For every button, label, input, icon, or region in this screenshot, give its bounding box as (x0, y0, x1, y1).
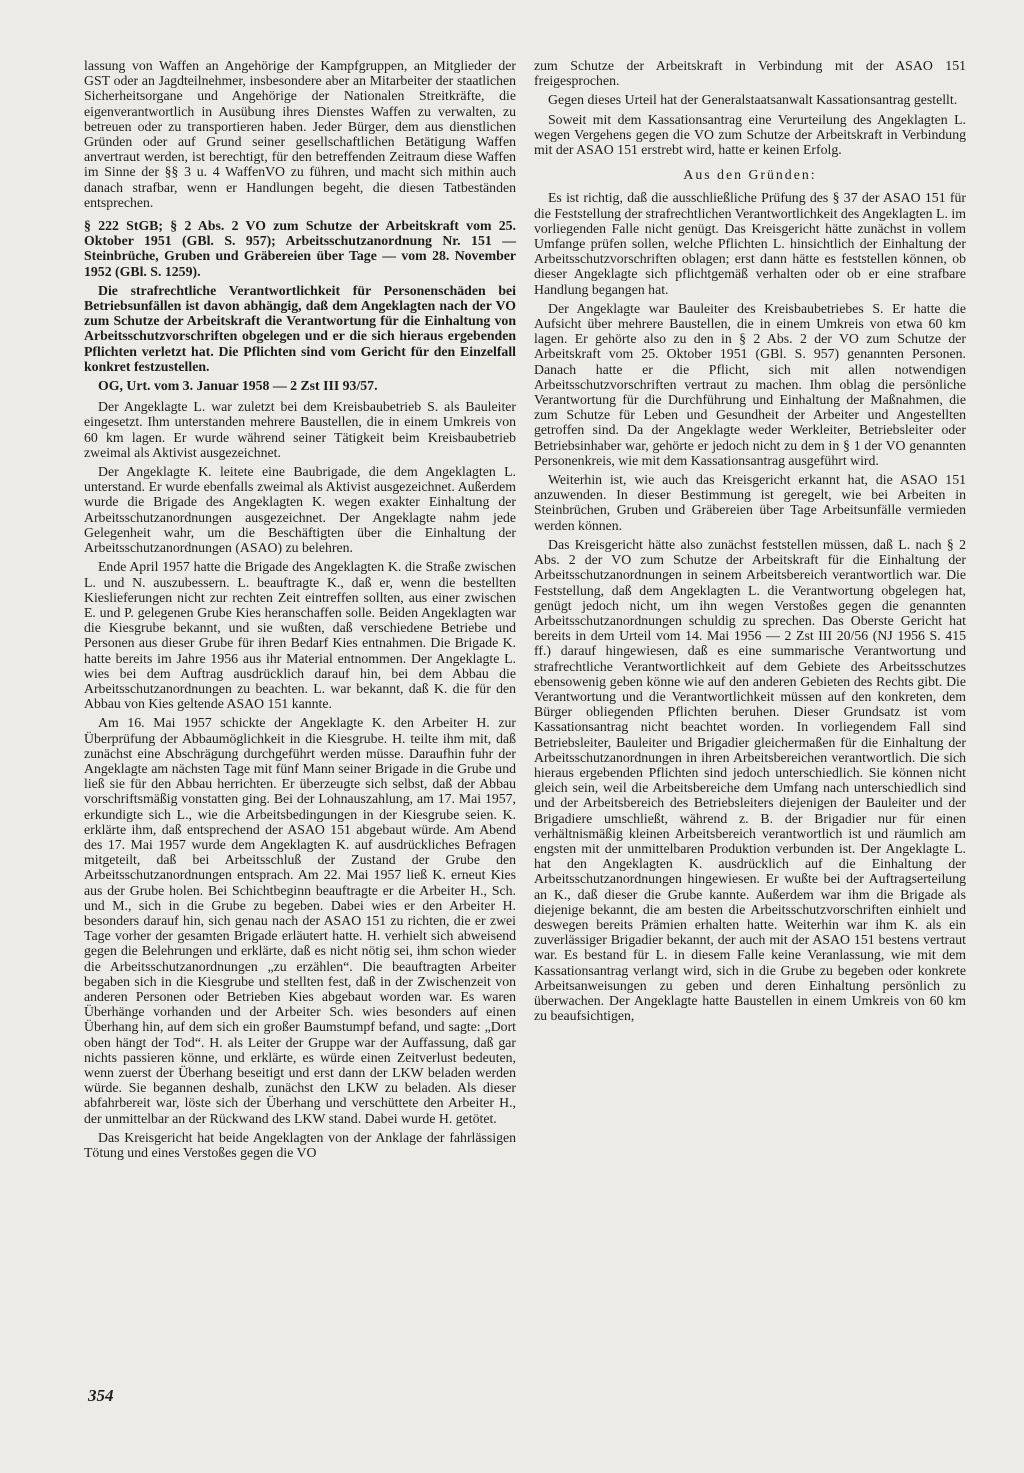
paragraph: Ende April 1957 hatte die Brigade des Angeklagten K. die Straße zwischen L. und N. auszubessern. L. beauftragte K., daß er, wenn die bestellten Kieslieferungen nicht zur rechten Zeit eintreffen sollten, aus einer zwischen E. und P. gelegenen Grube Kies heranschaffen solle. Beiden Angeklagten war die Kiesgrube bekannt, und sie wußten, daß verschiedene Betriebe und Personen aus dieser Grube für ihren Bedarf Kies entnahmen. Die Brigade K. hatte bereits im Jahre 1956 aus ihr Material entnommen. Der Angeklagte L. wies bei dem Auftrag ausdrücklich darauf hin, bei dem Abbau die Arbeitsschutzanordnungen zu beachten. L. war bekannt, daß K. die für den Abbau von Kies geltende ASAO 151 kannte. (84, 559, 516, 712)
left-column (84, 58, 516, 1164)
paragraph: Am 16. Mai 1957 schickte der Angeklagte K. den Arbeiter H. zur Überprüfung der Abbaumöglichkeit in die Kiesgrube. H. teilte ihm mit, daß zunächst eine Abschrägung durchgeführt werden müsse. Daraufhin fuhr der Angeklagte am nächsten Tage mit fünf Mann seiner Brigade in die Grube und ließ sie für den Abbau herrichten. Er überzeugte sich selbst, daß der Abbau vorschriftsmäßig vonstatten ging. Bei der Lohnauszahlung, am 17. Mai 1957, erkundigte sich L., wie die Arbeitsbedingungen in der Kiesgrube seien. K. erklärte ihm, daß entsprechend der ASAO 151 abgebaut würde. Am Abend des 17. Mai 1957 wurde dem Angeklagten K. auf ausdrückliches Befragen mitgeteilt, daß bei Arbeitsschluß der Zustand der Grube den Arbeitsschutzanordnungen entsprach. Am 22. Mai 1957 ließ K. erneut Kies aus der Grube holen. Bei Schichtbeginn beauftragte er die Arbeiter H., Sch. und M., sich in die Grube zu begeben. Dabei wies er den Arbeiter H. besonders darauf hin, sich genau nach der ASAO 151 zu richten, die er zwei Tage vorher der gesamten Brigade erläutert hatte. H. verhielt sich abweisend gegen die Belehrungen und erklärte, daß es nicht nötig sei, ihm schon wieder die Arbeitsschutzanordnungen „zu erzählen“. Die beauftragten Arbeiter begaben sich in die Kiesgrube und stellten fest, daß in der Zwischenzeit von anderen Personen oder Betrieben Kies abgebaut worden war. Es waren Überhänge vorhanden und der Arbeiter Sch. wies besonders auf einen Überhang hin, auf dem sich ein großer Baumstumpf befand, und sagte: „Dort oben hängt der Tod“. H. als Leiter der Gruppe war der Auffassung, daß gar nichts passieren könne, und erklärte, es würde einen Zeitverlust bedeuten, wenn zuerst der Überhang beseitigt und erst dann der LKW beladen werden würde. Sie begannen deshalb, zunächst den LKW zu beladen. Als dieser abfahrbereit war, löste sich der Überhang und verschüttete den Arbeiter H., der unmittelbar an der Rückwand des LKW stand. Dabei wurde H. getötet. (84, 715, 516, 1126)
paragraph: lassung von Waffen an Angehörige der Kampfgruppen, an Mitglieder der GST oder an Jagdteilnehmer, insbesondere aber an Mitarbeiter der staatlichen Sicherheitsorgane und Angehörige der Nationalen Streitkräfte, die eigenverantwortlich in Ausübung ihres Dienstes Waffen zu verwalten, zu betreuen oder zu transportieren haben. Jeder Bürger, dem aus dienstlichen Gründen oder auf Grund seiner gesellschaftlichen Betätigung Waffen anvertraut werden, ist berechtigt, für den betreffenden Zeitraum diese Waffen im Sinne der §§ 3 u. 4 WaffenVO zu führen, und macht sich mithin auch danach strafbar, wenn er Handlungen begeht, die diesen Tatbeständen entsprechen. (84, 58, 516, 210)
paragraph: Der Angeklagte L. war zuletzt bei dem Kreisbaubetrieb S. als Bauleiter eingesetzt. Ihm unterstanden mehrere Baustellen, die in einem Umkreis von 60 km lagen. Er wurde während seiner Tätigkeit beim Kreisbaubetrieb zweimal als Aktivist ausgezeichnet. (84, 399, 516, 460)
paragraph: Gegen dieses Urteil hat der Generalstaatsanwalt Kassationsantrag gestellt. (548, 92, 958, 108)
paragraph: Der Angeklagte war Bauleiter des Kreisbaubetriebes S. Er hatte die Aufsicht über mehrere Baustellen, die in einem Umkreis von etwa 60 km lagen. Er gehörte also zu den in § 2 Abs. 2 der VO zum Schutze der Arbeitskraft vom 25. Oktober 1951 (GBl. S. 957) genannten Personen. Danach hatte er die Pflicht, sich mit allen notwendigen Arbeitsschutzvorschriften vertraut zu machen. Ihm oblag die persönliche Verantwortung für die Durchführung und Einhaltung der Maßnahmen, die zum Schutze für Leben und Gesundheit der Arbeiter und Angestellten getroffen sind. Da der Angeklagte weder Werkleiter, Betriebsleiter oder Betriebsinhaber war, gehörte er jedoch nicht zu dem in § 1 der VO genannten Personenkreis, wie mit dem Kassationsantrag ausgeführt wird. (534, 300, 966, 468)
statute-heading: § 222 StGB; § 2 Abs. 2 VO zum Schutze der Arbeitskraft vom 25. Oktober 1951 (GBl. S. 957); Arbeitsschutzanordnung Nr. 151 — Steinbrüche, Gruben und Gräbereien über Tage — vom 28. November 1952 (GBl. S. 1259). (84, 218, 516, 279)
paragraph: Der Angeklagte K. leitete eine Baubrigade, die dem Angeklagten L. unterstand. Er wurde ebenfalls zweimal als Aktivist ausgezeichnet. Außerdem wurde die Brigade des Angeklagten K. wegen exakter Einhaltung der Arbeitsschutzanordnungen ausgezeichnet. Der Angeklagte nahm jede Gelegenheit wahr, um die Beschäftigten über die Einhaltung der Arbeitsschutzanordnungen (ASAO) zu belehren. (84, 464, 516, 556)
paragraph: zum Schutze der Arbeitskraft in Verbindung mit der ASAO 151 freigesprochen. (534, 58, 966, 89)
section-heading: Aus den Gründen: (683, 167, 817, 183)
right-column (534, 58, 966, 1027)
paragraph: Soweit mit dem Kassationsantrag eine Verurteilung des Angeklagten L. wegen Vergehens gegen die VO zum Schutze der Arbeitskraft in Verbindung mit der ASAO 151 erstrebt wird, hatte er keinen Erfolg. (534, 111, 966, 158)
court-citation: OG, Urt. vom 3. Januar 1958 — 2 Zst III 93/57. (98, 378, 378, 394)
headnote: Die strafrechtliche Verantwortlichkeit für Personenschäden bei Betriebsunfällen ist davon abhängig, daß dem Angeklagten nach der VO zum Schutze der Arbeitskraft die Verantwortung für die Einhaltung von Arbeitsschutzvorschriften obgelegen und er die sich hieraus ergebenden Pflichten verletzt hat. Die Pflichten sind vom Gericht für den Einzelfall konkret festzustellen. (84, 282, 516, 374)
paragraph: Es ist richtig, daß die ausschließliche Prüfung des § 37 der ASAO 151 für die Feststellung der strafrechtlichen Verantwortlichkeit des Angeklagten L. im vorliegenden Falle nicht genügt. Das Kreisgericht hätte zunächst in vollem Umfange prüfen sollen, welche Pflichten L. hinsichtlich der Einhaltung der Arbeitsschutzvorschriften oblagen; erst dann hätte es feststellen können, ob dieser Angeklagte sich pflichtgemäß verhalten oder ob er eine strafbare Handlung begangen hat. (534, 190, 966, 297)
page-number: 354 (88, 1386, 114, 1405)
paragraph: Das Kreisgericht hätte also zunächst feststellen müssen, daß L. nach § 2 Abs. 2 der VO zum Schutze der Arbeitskraft für die Einhaltung der Arbeitsschutzanordnungen in seinem Arbeitsbereich verantwortlich war. Die Feststellung, daß dem Angeklagten L. die Verantwortung obgelegen hat, genügt jedoch nicht, um ihn wegen Verstoßes gegen die genannten Arbeitsschutzanordnungen schuldig zu sprechen. Das Oberste Gericht hat bereits in dem Urteil vom 14. Mai 1956 — 2 Zst III 20/56 (NJ 1956 S. 415 ff.) darauf hingewiesen, daß es eine summarische Verantwortung und strafrechtliche Verantwortlichkeit auf dem Gebiete des Arbeitsschutzes ebensowenig geben könne wie auf den anderen Gebieten des Rechts gibt. Die Verantwortung und die Verantwortlichkeit müssen auf den konkreten, dem Bürger obliegenden Pflichten beruhen. Dieser Grundsatz ist vom Kassationsantrag nicht beachtet worden. In vorliegendem Fall sind Betriebsleiter, Bauleiter und Brigadier gleichermaßen für die Einhaltung der Arbeitsschutzanordnungen in ihren Arbeitsbereichen verantwortlich. Die sich hieraus ergebenden Pflichten sind jedoch unterschiedlich. Sie können nicht gleich sein, weil die Arbeitsbereiche dem Umfang nach unterschiedlich sind und der Arbeitsbereich des Betriebsleiters diejenigen der Bauleiter und der Brigadiere umschließt, während z. B. der Brigadier nur für einen verhältnismäßig kleinen Arbeitsbereich verantwortlich ist und räumlich am engsten mit der unmittelbaren Produktion verbunden ist. Der Angeklagte L. hat den Angeklagten K. ausdrücklich auf die Einhaltung der Arbeitsschutzanordnungen hingewiesen. Er wußte bei der Auftragserteilung an K., daß dieser die Grube kannte. Außerdem war ihm die Brigade als diejenige bekannt, die am besten die Arbeitsschutzvorschriften einhielt und deswegen bereits Prämien erhalten hatte. Weiterhin war ihm K. als ein zuverlässiger Brigadier bekannt, der auch mit der ASAO 151 bestens vertraut war. Es bestand für L. in diesem Falle keine Veranlassung, wie mit dem Kassationsantrag verlangt wird, sich in die Grube zu begeben oder konkrete Arbeitsanweisungen zu geben und deren Einhaltung persönlich zu überwachen. Der Angeklagte hatte Baustellen in einem Umkreis von 60 km zu beaufsichtigen, (534, 536, 966, 1024)
paragraph: Das Kreisgericht hat beide Angeklagten von der Anklage der fahrlässigen Tötung und eines Verstoßes gegen die VO (84, 1129, 516, 1161)
paragraph: Weiterhin ist, wie auch das Kreisgericht erkannt hat, die ASAO 151 anzuwenden. In dieser Bestimmung ist geregelt, wie bei Arbeiten in Steinbrüchen, Gruben und Gräbereien über Tage Arbeitsunfälle vermieden werden können. (534, 472, 966, 533)
